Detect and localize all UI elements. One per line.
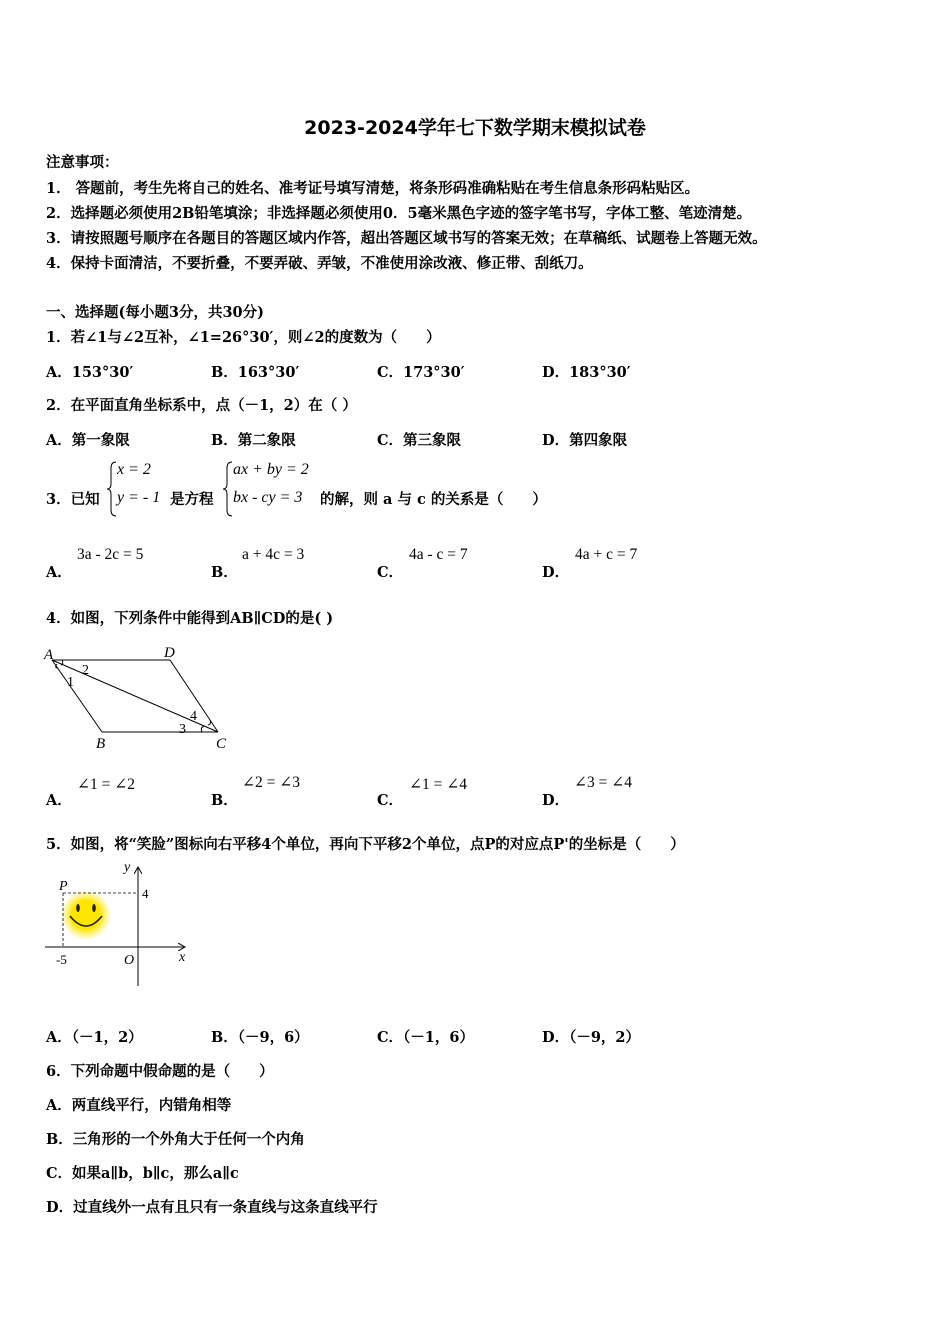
- notice-heading: 注意事项：: [46, 154, 119, 171]
- q4-option-c-label[interactable]: C．: [377, 792, 404, 809]
- q2-option-c[interactable]: C．第三象限: [377, 432, 462, 449]
- q1-stem: 1．若∠1与∠2互补，∠1=26°30′，则∠2的度数为（ ）: [46, 329, 441, 346]
- smiley-face-icon: [62, 891, 110, 939]
- q1-option-b[interactable]: B．163°30′: [211, 364, 300, 381]
- q5-option-c[interactable]: C．（－1，6）: [377, 1029, 474, 1046]
- point-p-label: P: [59, 879, 68, 894]
- q3-option-b-expr: a + 4c = 3: [242, 546, 305, 563]
- q3-solution-row-1: x = 2: [117, 461, 151, 478]
- q2-option-d[interactable]: D．第四象限: [542, 432, 628, 449]
- vertex-c-label: C: [216, 736, 227, 752]
- origin-label: O: [124, 953, 135, 968]
- smiley-left-eye-icon: [76, 904, 80, 912]
- q3-solution-row-2: y = - 1: [117, 489, 161, 506]
- q3-prefix: 3．已知: [46, 491, 100, 508]
- vertex-d-label: D: [164, 645, 175, 661]
- smiley-right-eye-icon: [92, 904, 96, 912]
- q6-option-c[interactable]: C．如果a∥b，b∥c，那么a∥c: [46, 1165, 239, 1182]
- angle-1-label: 1: [67, 675, 74, 690]
- q1-option-a[interactable]: A．153°30′: [46, 364, 134, 381]
- q3-option-d-label[interactable]: D．: [542, 564, 570, 581]
- q5-coordinate-figure: [40, 856, 200, 991]
- vertex-b-label: B: [96, 736, 106, 752]
- q6-option-d[interactable]: D．过直线外一点有且只有一条直线与这条直线平行: [46, 1199, 378, 1216]
- q4-option-c-expr: ∠1 = ∠4: [409, 776, 467, 793]
- page-title: 2023-2024学年七下数学期末模拟试卷: [304, 117, 646, 139]
- q3-mid: 是方程: [170, 491, 214, 508]
- notice-item-1: 1． 答题前，考生先将自己的姓名、准考证号填写清楚，将条形码准确粘贴在考生信息条形码粘贴区。: [46, 180, 700, 197]
- q4-option-d-expr: ∠3 = ∠4: [574, 774, 632, 791]
- x-axis-label: x: [179, 950, 186, 965]
- q6-option-a[interactable]: A．两直线平行，内错角相等: [46, 1097, 232, 1114]
- q2-option-a[interactable]: A．第一象限: [46, 432, 130, 449]
- y-axis-label: y: [124, 860, 131, 875]
- notice-item-3: 3．请按照题号顺序在各题目的答题区域内作答，超出答题区域书写的答案无效；在草稿纸、试题卷上答题无效。: [46, 230, 767, 247]
- q3-equation-row-1: ax + by = 2: [233, 461, 309, 478]
- q3-option-c-expr: 4a - c = 7: [409, 546, 468, 563]
- q3-suffix: 的解，则 a 与 c 的关系是（ ）: [320, 491, 547, 508]
- q3-option-a-label[interactable]: A．: [46, 564, 72, 581]
- q1-option-c[interactable]: C．173°30′: [377, 364, 465, 381]
- q3-option-b-label[interactable]: B．: [211, 564, 238, 581]
- x-tick-minus5-label: -5: [56, 952, 67, 967]
- angle-arc-3: [201, 726, 204, 732]
- q4-option-b-label[interactable]: B．: [211, 792, 238, 809]
- q1-option-d[interactable]: D．183°30′: [542, 364, 631, 381]
- angle-4-label: 4: [190, 709, 197, 724]
- q4-parallelogram-figure: [40, 640, 240, 755]
- q5-stem: 5．如图，将“笑脸”图标向右平移4个单位，再向下平移2个单位，点P的对应点P'的坐标是（ ）: [46, 836, 685, 853]
- q6-stem: 6．下列命题中假命题的是（ ）: [46, 1063, 274, 1080]
- angle-2-label: 2: [82, 663, 89, 678]
- q2-option-b[interactable]: B．第二象限: [211, 432, 296, 449]
- q2-stem: 2．在平面直角坐标系中，点（－1，2）在（ ）: [46, 397, 357, 414]
- q3-option-d-expr: 4a + c = 7: [575, 546, 638, 563]
- q4-option-a-label[interactable]: A．: [46, 792, 72, 809]
- angle-3-label: 3: [179, 722, 186, 737]
- q4-option-b-expr: ∠2 = ∠3: [242, 774, 300, 791]
- q4-option-a-expr: ∠1 = ∠2: [77, 776, 135, 793]
- q5-option-d[interactable]: D．（－9，2）: [542, 1029, 641, 1046]
- section-heading: 一、选择题(每小题3分，共30分): [46, 304, 264, 321]
- q5-option-b[interactable]: B．（－9，6）: [211, 1029, 309, 1046]
- q3-option-a-expr: 3a - 2c = 5: [77, 546, 144, 563]
- q3-option-c-label[interactable]: C．: [377, 564, 404, 581]
- q5-option-a[interactable]: A．（－1，2）: [46, 1029, 143, 1046]
- angle-arc-4: [208, 720, 211, 725]
- q6-option-b[interactable]: B．三角形的一个外角大于任何一个内角: [46, 1131, 305, 1148]
- vertex-a-label: A: [44, 647, 54, 663]
- y-tick-4-label: 4: [142, 886, 149, 901]
- q4-option-d-label[interactable]: D．: [542, 792, 570, 809]
- q4-stem: 4．如图，下列条件中能得到AB∥CD的是( ): [46, 610, 334, 627]
- notice-item-2: 2．选择题必须使用2B铅笔填涂；非选择题必须使用0．5毫米黑色字迹的签字笔书写，字体工整、笔迹清楚。: [46, 205, 752, 222]
- q3-equation-row-2: bx - cy = 3: [233, 489, 303, 506]
- notice-item-4: 4．保持卡面清洁，不要折叠，不要弄破、弄皱，不准使用涂改液、修正带、刮纸刀。: [46, 255, 593, 272]
